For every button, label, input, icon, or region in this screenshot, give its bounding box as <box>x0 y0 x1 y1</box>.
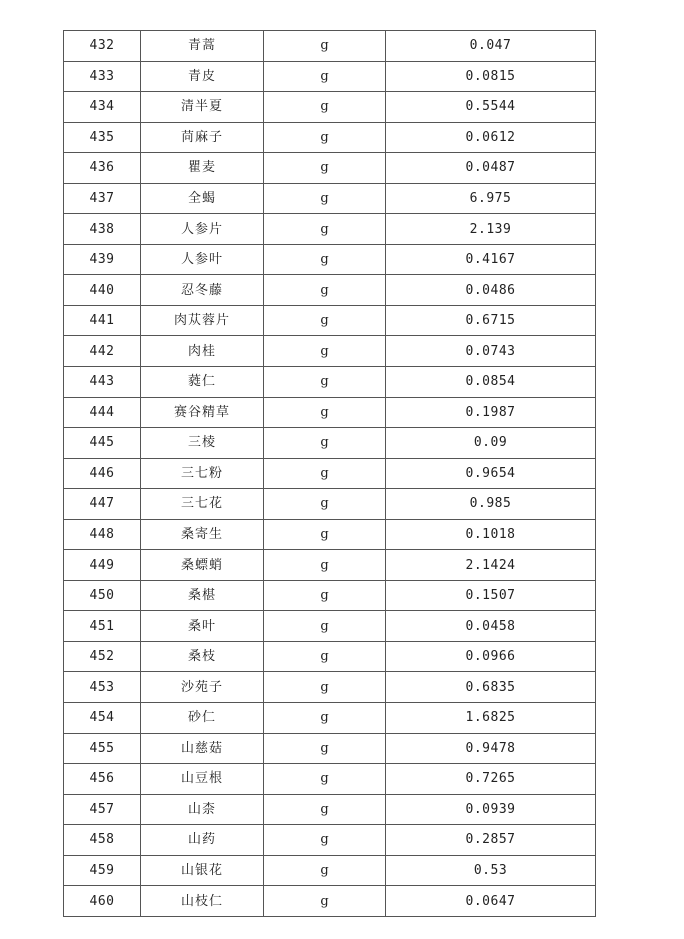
table-row <box>64 397 596 428</box>
table-row <box>64 458 596 489</box>
table-row <box>64 641 596 672</box>
unit-price-cell: 0.5544 <box>386 92 596 123</box>
unit-price-cell: 0.0458 <box>386 611 596 642</box>
item-name-cell: 桑枝 <box>141 641 264 672</box>
unit-cell: g <box>264 61 386 92</box>
unit-price-cell: 6.975 <box>386 183 596 214</box>
item-name-cell: 三七粉 <box>141 458 264 489</box>
item-name-cell: 肉桂 <box>141 336 264 367</box>
row-number-cell: 452 <box>64 641 141 672</box>
row-number-cell: 456 <box>64 764 141 795</box>
item-name-cell: 青蒿 <box>141 31 264 62</box>
row-number-cell: 447 <box>64 489 141 520</box>
unit-cell: g <box>264 153 386 184</box>
row-number-cell: 449 <box>64 550 141 581</box>
row-number-cell: 448 <box>64 519 141 550</box>
table-row <box>64 305 596 336</box>
table-row <box>64 733 596 764</box>
unit-cell: g <box>264 336 386 367</box>
unit-cell: g <box>264 214 386 245</box>
price-table <box>63 30 596 917</box>
table-row <box>64 183 596 214</box>
unit-price-cell: 0.1987 <box>386 397 596 428</box>
unit-cell: g <box>264 855 386 886</box>
item-name-cell: 山药 <box>141 825 264 856</box>
table-row <box>64 336 596 367</box>
item-name-cell: 沙苑子 <box>141 672 264 703</box>
unit-cell: g <box>264 825 386 856</box>
unit-price-cell: 0.985 <box>386 489 596 520</box>
table-row <box>64 825 596 856</box>
unit-price-cell: 0.0647 <box>386 886 596 917</box>
row-number-cell: 436 <box>64 153 141 184</box>
table-row <box>64 153 596 184</box>
item-name-cell: 苘麻子 <box>141 122 264 153</box>
unit-price-cell: 0.1507 <box>386 580 596 611</box>
row-number-cell: 438 <box>64 214 141 245</box>
table-row <box>64 611 596 642</box>
item-name-cell: 山柰 <box>141 794 264 825</box>
unit-cell: g <box>264 92 386 123</box>
price-table-body <box>64 31 596 917</box>
row-number-cell: 435 <box>64 122 141 153</box>
unit-cell: g <box>264 886 386 917</box>
unit-cell: g <box>264 397 386 428</box>
row-number-cell: 455 <box>64 733 141 764</box>
item-name-cell: 桑椹 <box>141 580 264 611</box>
item-name-cell: 山豆根 <box>141 764 264 795</box>
unit-price-cell: 0.0486 <box>386 275 596 306</box>
item-name-cell: 蕤仁 <box>141 367 264 398</box>
unit-cell: g <box>264 244 386 275</box>
table-row <box>64 672 596 703</box>
row-number-cell: 433 <box>64 61 141 92</box>
item-name-cell: 瞿麦 <box>141 153 264 184</box>
table-row <box>64 703 596 734</box>
item-name-cell: 山慈菇 <box>141 733 264 764</box>
table-row <box>64 764 596 795</box>
unit-cell: g <box>264 672 386 703</box>
table-row <box>64 244 596 275</box>
unit-cell: g <box>264 550 386 581</box>
unit-cell: g <box>264 428 386 459</box>
unit-price-cell: 0.0487 <box>386 153 596 184</box>
table-row <box>64 61 596 92</box>
item-name-cell: 全蝎 <box>141 183 264 214</box>
unit-price-cell: 0.0815 <box>386 61 596 92</box>
unit-cell: g <box>264 733 386 764</box>
table-row <box>64 214 596 245</box>
unit-cell: g <box>264 275 386 306</box>
row-number-cell: 437 <box>64 183 141 214</box>
unit-price-cell: 0.09 <box>386 428 596 459</box>
unit-price-cell: 0.9478 <box>386 733 596 764</box>
item-name-cell: 桑叶 <box>141 611 264 642</box>
unit-price-cell: 0.0743 <box>386 336 596 367</box>
row-number-cell: 446 <box>64 458 141 489</box>
unit-cell: g <box>264 611 386 642</box>
unit-price-cell: 1.6825 <box>386 703 596 734</box>
unit-price-cell: 2.1424 <box>386 550 596 581</box>
unit-cell: g <box>264 703 386 734</box>
table-row <box>64 519 596 550</box>
unit-price-cell: 0.1018 <box>386 519 596 550</box>
item-name-cell: 清半夏 <box>141 92 264 123</box>
table-row <box>64 275 596 306</box>
unit-cell: g <box>264 305 386 336</box>
row-number-cell: 439 <box>64 244 141 275</box>
row-number-cell: 432 <box>64 31 141 62</box>
row-number-cell: 445 <box>64 428 141 459</box>
row-number-cell: 441 <box>64 305 141 336</box>
row-number-cell: 443 <box>64 367 141 398</box>
unit-price-cell: 0.0854 <box>386 367 596 398</box>
unit-price-cell: 0.0612 <box>386 122 596 153</box>
unit-cell: g <box>264 367 386 398</box>
item-name-cell: 肉苁蓉片 <box>141 305 264 336</box>
unit-price-cell: 0.7265 <box>386 764 596 795</box>
table-row <box>64 489 596 520</box>
row-number-cell: 453 <box>64 672 141 703</box>
table-row <box>64 367 596 398</box>
table-row <box>64 580 596 611</box>
table-row <box>64 794 596 825</box>
row-number-cell: 460 <box>64 886 141 917</box>
item-name-cell: 人参叶 <box>141 244 264 275</box>
row-number-cell: 450 <box>64 580 141 611</box>
row-number-cell: 457 <box>64 794 141 825</box>
row-number-cell: 454 <box>64 703 141 734</box>
unit-price-cell: 0.047 <box>386 31 596 62</box>
unit-price-cell: 0.9654 <box>386 458 596 489</box>
item-name-cell: 砂仁 <box>141 703 264 734</box>
unit-cell: g <box>264 489 386 520</box>
unit-cell: g <box>264 458 386 489</box>
table-row <box>64 31 596 62</box>
row-number-cell: 440 <box>64 275 141 306</box>
item-name-cell: 赛谷精草 <box>141 397 264 428</box>
unit-cell: g <box>264 580 386 611</box>
item-name-cell: 山枝仁 <box>141 886 264 917</box>
table-row <box>64 855 596 886</box>
table-row <box>64 886 596 917</box>
unit-price-cell: 0.6835 <box>386 672 596 703</box>
unit-cell: g <box>264 764 386 795</box>
row-number-cell: 434 <box>64 92 141 123</box>
unit-price-cell: 0.2857 <box>386 825 596 856</box>
item-name-cell: 忍冬藤 <box>141 275 264 306</box>
item-name-cell: 桑螵蛸 <box>141 550 264 581</box>
table-row <box>64 122 596 153</box>
item-name-cell: 青皮 <box>141 61 264 92</box>
table-row <box>64 550 596 581</box>
unit-cell: g <box>264 519 386 550</box>
unit-cell: g <box>264 31 386 62</box>
unit-cell: g <box>264 183 386 214</box>
unit-price-cell: 2.139 <box>386 214 596 245</box>
row-number-cell: 458 <box>64 825 141 856</box>
unit-price-cell: 0.0939 <box>386 794 596 825</box>
table-row <box>64 428 596 459</box>
row-number-cell: 459 <box>64 855 141 886</box>
item-name-cell: 三七花 <box>141 489 264 520</box>
table-row <box>64 92 596 123</box>
item-name-cell: 三棱 <box>141 428 264 459</box>
unit-price-cell: 0.4167 <box>386 244 596 275</box>
unit-price-cell: 0.53 <box>386 855 596 886</box>
unit-cell: g <box>264 641 386 672</box>
item-name-cell: 人参片 <box>141 214 264 245</box>
unit-cell: g <box>264 122 386 153</box>
unit-price-cell: 0.6715 <box>386 305 596 336</box>
unit-price-cell: 0.0966 <box>386 641 596 672</box>
row-number-cell: 442 <box>64 336 141 367</box>
row-number-cell: 444 <box>64 397 141 428</box>
item-name-cell: 山银花 <box>141 855 264 886</box>
unit-cell: g <box>264 794 386 825</box>
item-name-cell: 桑寄生 <box>141 519 264 550</box>
row-number-cell: 451 <box>64 611 141 642</box>
